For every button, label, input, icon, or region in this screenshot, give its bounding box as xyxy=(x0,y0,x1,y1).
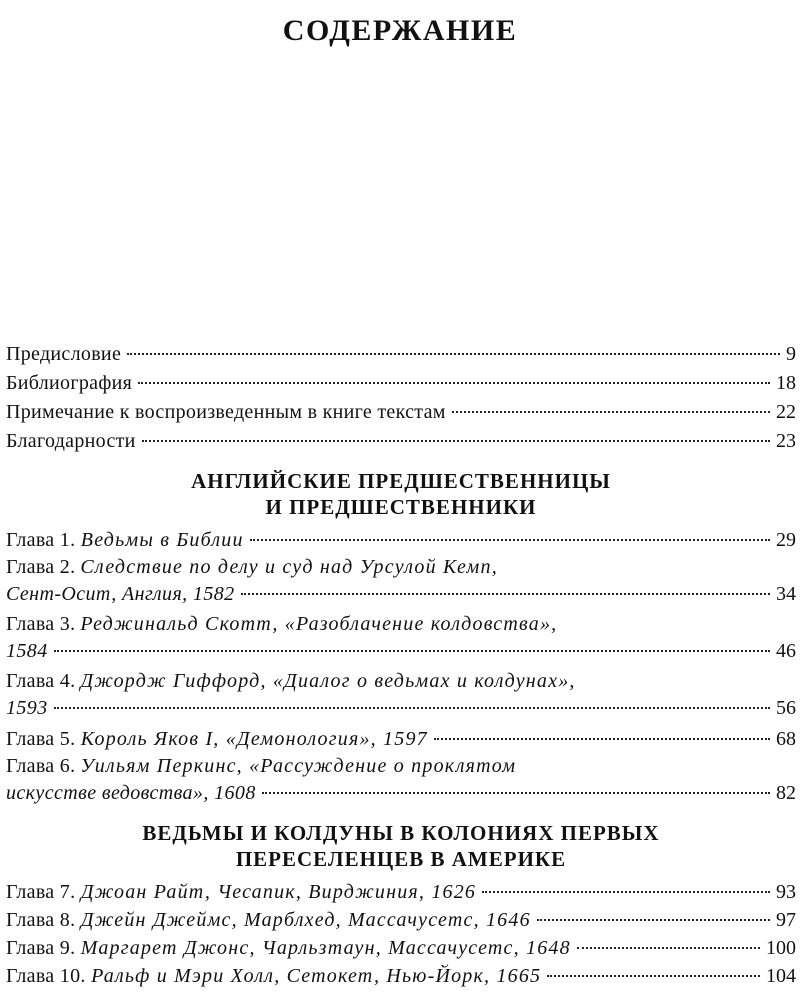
table-of-contents xyxy=(6,340,796,990)
toc-entry-chapter-4[interactable] xyxy=(6,668,796,722)
chapter-number: Глава 1. xyxy=(6,529,76,551)
toc-entry-chapter-6[interactable] xyxy=(6,753,796,807)
toc-entry-acknowledgements[interactable] xyxy=(6,427,796,456)
chapter-title: Ведьмы в Библии xyxy=(80,529,244,551)
chapter-title: Следствие по делу и суд над Урсулой Кемп, xyxy=(80,556,498,578)
section-heading-line: ВЕДЬМЫ И КОЛДУНЫ В КОЛОНИЯХ ПЕРВЫХ xyxy=(142,821,660,845)
toc-page-number: 9 xyxy=(786,343,796,365)
toc-page-number: 93 xyxy=(776,881,796,903)
chapter-title: Джоан Райт, Чесапик, Вирджиния, 1626 xyxy=(80,881,477,903)
chapter-number: Глава 7. xyxy=(6,881,76,903)
chapter-title: Ральф и Мэри Холл, Сетокет, Нью-Йорк, 1665 xyxy=(91,965,542,987)
toc-entry-chapter-1[interactable] xyxy=(6,526,796,554)
toc-page-number: 18 xyxy=(776,372,796,394)
toc-page-number: 34 xyxy=(776,583,796,605)
dot-leader xyxy=(482,891,770,893)
chapter-list-section-1 xyxy=(6,526,796,807)
dot-leader xyxy=(127,353,780,355)
toc-page-number: 68 xyxy=(776,728,796,750)
chapter-title: Реджинальд Скотт, «Разоблачение колдовства», xyxy=(80,613,558,635)
dot-leader xyxy=(537,919,770,921)
section-heading-line: АНГЛИЙСКИЕ ПРЕДШЕСТВЕННИЦЫ xyxy=(191,469,611,493)
toc-entry-label: Благодарности xyxy=(6,430,136,452)
toc-entry-preface[interactable] xyxy=(6,340,796,369)
chapter-number: Глава 5. xyxy=(6,728,76,750)
toc-entry-note-on-texts[interactable] xyxy=(6,398,796,427)
dot-leader xyxy=(241,593,770,595)
toc-entry-chapter-8[interactable] xyxy=(6,906,796,934)
dot-leader xyxy=(577,947,760,949)
chapter-title: Джейн Джеймс, Марблхед, Массачусетс, 1646 xyxy=(80,909,531,931)
dot-leader xyxy=(434,738,770,740)
toc-page-number: 82 xyxy=(776,782,796,804)
chapter-title-continuation: Сент-Осит, Англия, 1582 xyxy=(6,583,235,605)
toc-entry-chapter-2[interactable] xyxy=(6,554,796,608)
toc-entry-chapter-3[interactable] xyxy=(6,611,796,665)
chapter-title: Уильям Перкинс, «Рассуждение о проклятом xyxy=(80,755,517,777)
chapter-list-section-2 xyxy=(6,878,796,990)
chapter-title-continuation: искусстве ведовства», 1608 xyxy=(6,782,256,804)
toc-page-number: 56 xyxy=(776,697,796,719)
chapter-number: Глава 8. xyxy=(6,909,76,931)
chapter-number: Глава 10. xyxy=(6,965,86,987)
chapter-title-continuation: 1584 xyxy=(6,640,48,662)
section-heading-english-predecessors xyxy=(6,468,796,520)
chapter-title-continuation: 1593 xyxy=(6,697,48,719)
toc-entry-bibliography[interactable] xyxy=(6,369,796,398)
front-matter-list xyxy=(6,340,796,456)
toc-page-number: 46 xyxy=(776,640,796,662)
toc-entry-chapter-7[interactable] xyxy=(6,878,796,906)
toc-page-number: 29 xyxy=(776,529,796,551)
dot-leader xyxy=(262,792,770,794)
toc-entry-label: Примечание к воспроизведенным в книге текстам xyxy=(6,401,446,423)
dot-leader xyxy=(142,440,770,442)
dot-leader xyxy=(452,411,770,413)
toc-page-number: 22 xyxy=(776,401,796,423)
toc-entry-chapter-9[interactable] xyxy=(6,934,796,962)
section-heading-line: ПЕРЕСЕЛЕНЦЕВ В АМЕРИКЕ xyxy=(235,847,567,871)
page-title: СОДЕРЖАНИЕ xyxy=(282,14,518,48)
toc-entry-chapter-10[interactable] xyxy=(6,962,796,990)
chapter-number: Глава 4. xyxy=(6,670,76,692)
dot-leader xyxy=(54,707,770,709)
toc-entry-label: Предисловие xyxy=(6,343,122,365)
chapter-number: Глава 6. xyxy=(6,755,76,777)
toc-page-number: 104 xyxy=(766,965,796,987)
dot-leader xyxy=(138,382,770,384)
dot-leader xyxy=(547,975,760,977)
section-heading-line: И ПРЕДШЕСТВЕННИКИ xyxy=(265,495,537,519)
dot-leader xyxy=(250,539,770,541)
section-heading-american-colonies xyxy=(6,820,796,872)
toc-page-number: 97 xyxy=(776,909,796,931)
chapter-number: Глава 3. xyxy=(6,613,76,635)
chapter-number: Глава 9. xyxy=(6,937,76,959)
toc-entry-label: Библиография xyxy=(6,372,133,394)
toc-page-number: 23 xyxy=(776,430,796,452)
chapter-title: Маргарет Джонс, Чарльзтаун, Массачусетс, 1648 xyxy=(80,937,571,959)
toc-page-number: 100 xyxy=(766,937,796,959)
chapter-title: Король Яков I, «Демонология», 1597 xyxy=(80,728,428,750)
dot-leader xyxy=(54,650,770,652)
toc-entry-chapter-5[interactable] xyxy=(6,725,796,753)
chapter-title: Джордж Гиффорд, «Диалог о ведьмах и колдунах», xyxy=(80,670,576,692)
chapter-number: Глава 2. xyxy=(6,556,76,578)
